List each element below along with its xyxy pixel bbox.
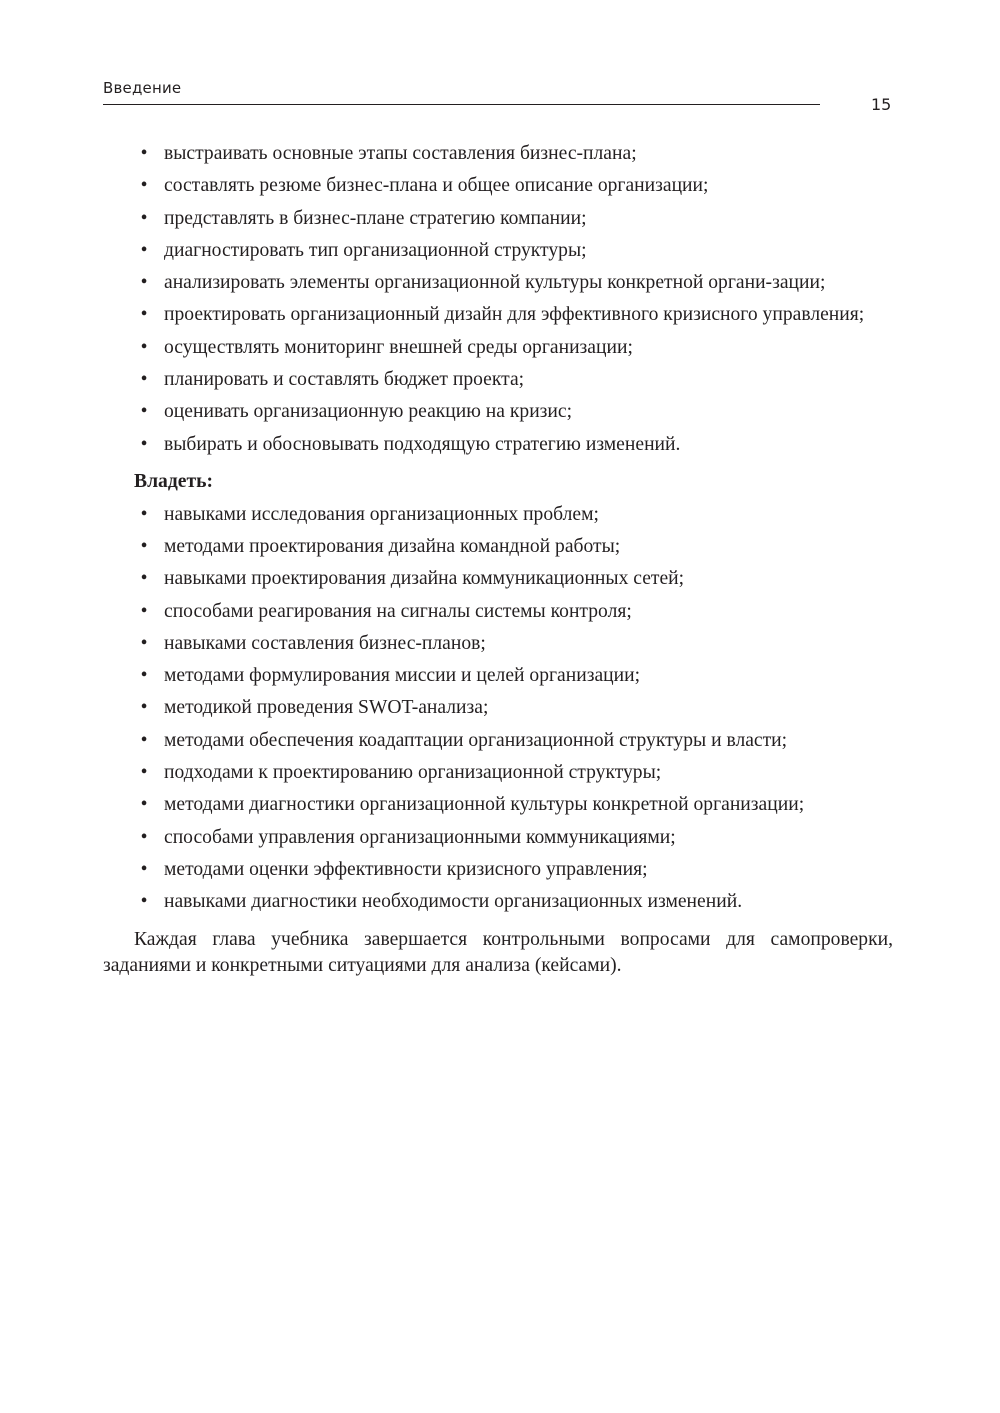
list-item (103, 502, 893, 528)
list-item (103, 534, 893, 560)
list-item (103, 399, 893, 425)
list-item (103, 631, 893, 657)
list-item (103, 599, 893, 625)
list-item-text: составлять резюме бизнес-плана и общее описание организации; (164, 175, 709, 197)
mastery-list (103, 502, 893, 916)
list-item (103, 728, 893, 754)
list-item-text: планировать и составлять бюджет проекта; (164, 369, 525, 391)
list-item (103, 889, 893, 915)
bullet-icon: • (140, 600, 148, 622)
list-item (103, 825, 893, 851)
list-item-text: методами обеспечения коадаптации организационной структуры и власти; (164, 729, 788, 751)
bullet-icon: • (140, 826, 148, 848)
list-item (103, 367, 893, 393)
list-item-text: методикой проведения SWOT-анализа; (164, 697, 489, 719)
list-item (103, 270, 893, 296)
list-item (103, 792, 893, 818)
list-item-text: анализировать элементы организационной культуры конкретной органи-зации; (164, 272, 826, 294)
bullet-icon: • (140, 891, 148, 913)
list-item-text: навыками проектирования дизайна коммуникационных сетей; (164, 568, 685, 590)
bullet-icon: • (140, 858, 148, 880)
list-item-text: методами диагностики организационной культуры конкретной организации; (164, 794, 805, 816)
list-item-text: проектировать организационный дизайн для эффективного кризисного управления; (164, 304, 865, 326)
list-item (103, 302, 893, 328)
bullet-icon: • (140, 272, 148, 294)
list-item (103, 857, 893, 883)
page-number: 15 (871, 95, 892, 114)
list-item-text: методами формулирования миссии и целей организации; (164, 665, 641, 687)
bullet-icon: • (140, 794, 148, 816)
list-item (103, 663, 893, 689)
bullet-icon: • (140, 729, 148, 751)
list-item (103, 566, 893, 592)
list-item (103, 173, 893, 199)
page-body (103, 141, 893, 999)
bullet-icon: • (140, 207, 148, 229)
bullet-icon: • (140, 697, 148, 719)
header-rule (103, 104, 820, 105)
list-item (103, 206, 893, 232)
list-item-text: способами реагирования на сигналы системы контроля; (164, 600, 632, 622)
list-item-text: навыками составления бизнес-планов; (164, 632, 486, 654)
bullet-icon: • (140, 632, 148, 654)
bullet-icon: • (140, 503, 148, 525)
list-item (103, 141, 893, 167)
list-item (103, 238, 893, 264)
bullet-icon: • (140, 369, 148, 391)
bullet-icon: • (140, 336, 148, 358)
list-item-text: подходами к проектированию организационной структуры; (164, 762, 662, 784)
list-item (103, 760, 893, 786)
bullet-icon: • (140, 143, 148, 164)
list-item-text: диагностировать тип организационной структуры; (164, 239, 587, 261)
list-item-text: представлять в бизнес-плане стратегию компании; (164, 207, 587, 229)
list-item (103, 432, 893, 458)
list-item (103, 335, 893, 361)
list-item-text: методами оценки эффективности кризисного управления; (164, 858, 648, 880)
list-item-text: выбирать и обосновывать подходящую стратегию изменений. (164, 433, 681, 455)
list-item (103, 695, 893, 721)
bullet-icon: • (140, 239, 148, 261)
list-item-text: навыками диагностики необходимости организационных изменений. (164, 891, 743, 913)
running-head: Введение (103, 79, 182, 97)
list-item-text: способами управления организационными коммуникациями; (164, 826, 676, 848)
bullet-icon: • (140, 568, 148, 590)
section-heading: Владеть: (134, 470, 213, 492)
bullet-icon: • (140, 304, 148, 326)
list-item-text: навыками исследования организационных проблем; (164, 503, 599, 525)
bullet-icon: • (140, 401, 148, 423)
bullet-icon: • (140, 175, 148, 197)
skills-list (103, 141, 893, 458)
bullet-icon: • (140, 665, 148, 687)
bullet-icon: • (140, 433, 148, 455)
list-item-text: методами проектирования дизайна командной работы; (164, 535, 621, 557)
list-item-text: оценивать организационную реакцию на кризис; (164, 401, 573, 423)
list-item-text: выстраивать основные этапы составления бизнес-плана; (164, 143, 637, 164)
closing-paragraph: Каждая глава учебника завершается контрольными вопросами для самопроверки, заданиями и конкретными ситуациями для анализа (кейсами). (103, 929, 893, 977)
list-item-text: осуществлять мониторинг внешней среды организации; (164, 336, 633, 358)
bullet-icon: • (140, 762, 148, 784)
bullet-icon: • (140, 535, 148, 557)
